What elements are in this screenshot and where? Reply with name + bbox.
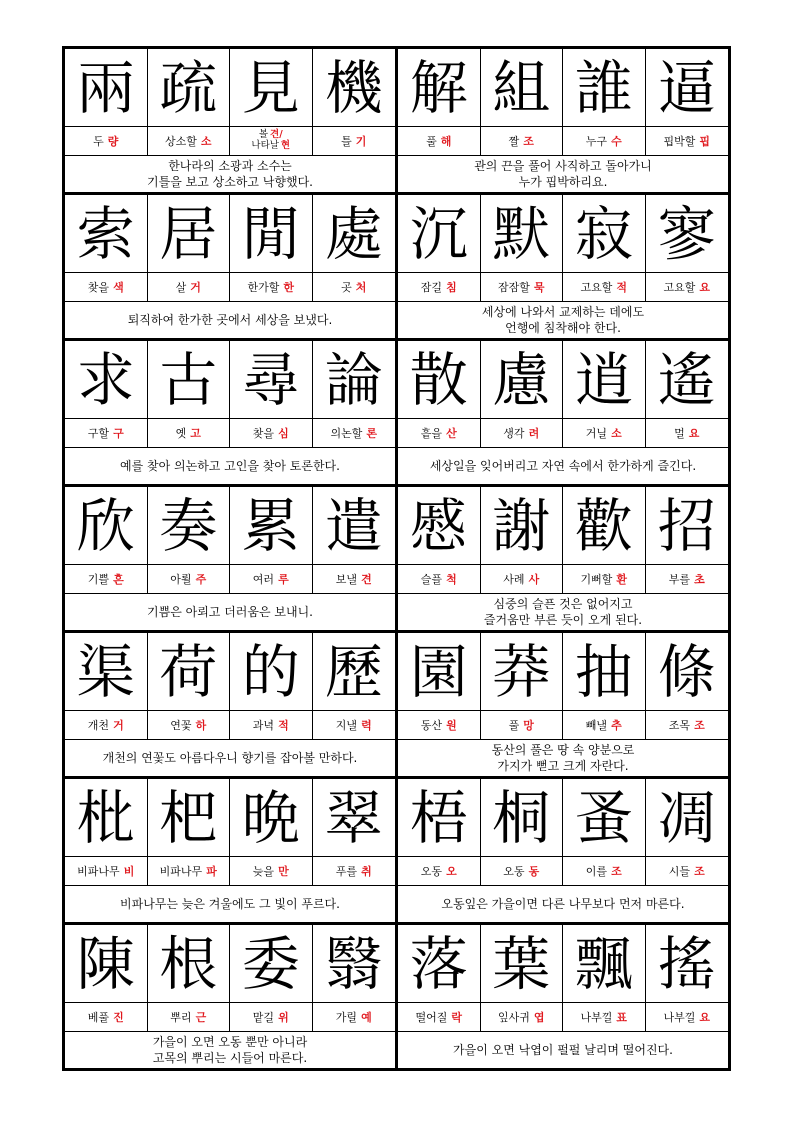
hanja-char: 寥 bbox=[657, 199, 716, 268]
hanja-gloss bbox=[230, 564, 313, 593]
hanja-gloss bbox=[563, 856, 646, 885]
sound-text: 조 bbox=[611, 865, 622, 878]
hanja-char: 抽 bbox=[563, 633, 646, 710]
sound-text: 견/ bbox=[270, 129, 283, 141]
meaning-text: 틀 bbox=[341, 135, 352, 148]
sound-text: 추 bbox=[611, 719, 622, 732]
sound-text: 만 bbox=[278, 865, 289, 878]
sound-text: 심 bbox=[278, 427, 289, 440]
hanja-char: 杷 bbox=[148, 779, 231, 856]
hanja-card bbox=[398, 49, 731, 195]
hanja-gloss bbox=[65, 126, 148, 155]
hanja-card bbox=[65, 49, 398, 195]
hanja-char: 園 bbox=[398, 633, 481, 710]
sentence-line: 개천의 연꽃도 아름다우니 향기를 잡아볼 만하다. bbox=[102, 750, 358, 765]
sound-text: 소 bbox=[200, 135, 212, 148]
card-sentence bbox=[398, 739, 728, 776]
hanja-gloss bbox=[563, 564, 646, 593]
hanja-gloss bbox=[313, 1002, 396, 1031]
sound-text: 거 bbox=[190, 281, 201, 294]
sentence-line: 가지가 뻗고 크게 자란다. bbox=[497, 759, 629, 773]
hanja-gloss bbox=[398, 564, 481, 593]
sentence-line: 예를 찾아 의논하고 고인을 찾아 토론한다. bbox=[120, 458, 340, 473]
card-sentence bbox=[398, 447, 728, 484]
sound-text: 동 bbox=[528, 865, 540, 878]
hanja-char: 晩 bbox=[230, 779, 313, 856]
hanja-char: 論 bbox=[324, 345, 383, 414]
hanja-char: 累 bbox=[230, 487, 313, 564]
sound-text: 원 bbox=[446, 719, 457, 732]
sentence-line: 퇴직하여 한가한 곳에서 세상을 보냈다. bbox=[127, 312, 333, 327]
hanja-char: 莽 bbox=[481, 633, 564, 710]
sound-text: 사 bbox=[528, 573, 540, 586]
sound-text: 환 bbox=[616, 573, 628, 586]
sentence-line: 관의 끈을 풀어 사직하고 돌아가니 bbox=[474, 158, 652, 173]
card-sentence bbox=[398, 1031, 728, 1068]
hanja-char: 荷 bbox=[148, 633, 231, 710]
hanja-char: 謝 bbox=[481, 487, 564, 564]
hanja-gloss bbox=[563, 1002, 646, 1031]
sound-text: 요 bbox=[688, 427, 700, 440]
hanja-char: 組 bbox=[481, 49, 564, 126]
sound-text: 하 bbox=[195, 719, 207, 732]
hanja-gloss bbox=[646, 272, 729, 301]
sound-text: 락 bbox=[451, 1011, 463, 1024]
meaning-text: 구할 bbox=[87, 427, 110, 440]
sound-text: 고 bbox=[190, 427, 201, 440]
hanja-gloss bbox=[563, 272, 646, 301]
hanja-char: 處 bbox=[324, 199, 383, 268]
sentence-line: 즐거움만 부른 듯이 오게 된다. bbox=[483, 613, 643, 627]
meaning-text: 늦을 bbox=[252, 865, 275, 878]
hanja-gloss bbox=[481, 1002, 564, 1031]
hanja-flashcard-sheet bbox=[62, 46, 731, 1071]
hanja-char: 遣 bbox=[324, 491, 383, 560]
meaning-text-2: 나타날 bbox=[251, 140, 279, 151]
meaning-text: 부를 bbox=[668, 573, 691, 586]
meaning-text: 기쁠 bbox=[87, 573, 110, 586]
sentence-line: 비파나무는 늦은 겨울에도 그 빛이 푸르다. bbox=[120, 896, 340, 911]
hanja-gloss bbox=[65, 710, 148, 739]
sentence-line: 오동잎은 가을이면 다른 나무보다 먼저 마른다. bbox=[441, 896, 685, 911]
hanja-gloss bbox=[313, 856, 396, 885]
hanja-gloss bbox=[646, 418, 729, 447]
hanja-card bbox=[65, 633, 398, 779]
meaning-text: 개천 bbox=[87, 719, 110, 732]
sound-text: 표 bbox=[616, 1011, 628, 1024]
sentence-line: 언행에 침착해야 한다. bbox=[505, 321, 621, 335]
hanja-char: 見 bbox=[230, 49, 313, 126]
hanja-card bbox=[398, 341, 731, 487]
hanja-char: 根 bbox=[148, 925, 231, 1002]
meaning-text: 오동 bbox=[420, 865, 443, 878]
meaning-text: 잎사귀 bbox=[497, 1011, 530, 1024]
meaning-text: 고요할 bbox=[580, 281, 613, 294]
sound-text: 적 bbox=[278, 719, 289, 732]
hanja-gloss bbox=[148, 856, 231, 885]
hanja-char: 逍 bbox=[563, 341, 646, 418]
hanja-gloss bbox=[646, 126, 729, 155]
hanja-gloss bbox=[481, 856, 564, 885]
hanja-char: 尋 bbox=[230, 341, 313, 418]
card-sentence bbox=[65, 1031, 395, 1068]
meaning-text: 여러 bbox=[252, 573, 275, 586]
meaning-text: 나부낄 bbox=[663, 1011, 696, 1024]
hanja-gloss bbox=[65, 1002, 148, 1031]
meaning-text: 잠길 bbox=[420, 281, 443, 294]
hanja-char: 慼 bbox=[398, 487, 481, 564]
meaning-text: 찾을 bbox=[252, 427, 275, 440]
hanja-char: 梧 bbox=[398, 779, 481, 856]
hanja-gloss bbox=[563, 418, 646, 447]
sound-text: 근 bbox=[195, 1011, 207, 1024]
sentence-line: 가을이 오면 낙엽이 펄펄 날리며 떨어진다. bbox=[453, 1042, 673, 1057]
hanja-card bbox=[398, 487, 731, 633]
hanja-gloss bbox=[398, 126, 481, 155]
meaning-text: 두 bbox=[93, 135, 104, 148]
hanja-gloss bbox=[481, 710, 564, 739]
meaning-text: 짤 bbox=[508, 135, 520, 148]
sound-text: 거 bbox=[113, 719, 124, 732]
hanja-char: 渠 bbox=[65, 633, 148, 710]
meaning-text: 비파나무 bbox=[77, 865, 120, 878]
hanja-char: 遙 bbox=[657, 345, 716, 414]
meaning-text: 고요할 bbox=[663, 281, 696, 294]
sentence-line: 누가 핍박하리요. bbox=[518, 175, 608, 189]
card-sentence bbox=[65, 885, 395, 922]
hanja-char: 求 bbox=[65, 341, 148, 418]
hanja-gloss bbox=[398, 856, 481, 885]
hanja-gloss-double bbox=[230, 126, 313, 155]
card-sentence bbox=[65, 447, 395, 484]
sound-text-2: 현 bbox=[280, 140, 291, 151]
sound-text: 핍 bbox=[699, 135, 711, 148]
hanja-char: 疏 bbox=[148, 49, 231, 126]
meaning-text: 한가할 bbox=[247, 281, 280, 294]
hanja-char: 葉 bbox=[481, 925, 564, 1002]
meaning-text: 오동 bbox=[503, 865, 525, 878]
hanja-char: 索 bbox=[65, 195, 148, 272]
sound-text: 척 bbox=[446, 573, 457, 586]
hanja-char: 欣 bbox=[65, 487, 148, 564]
hanja-gloss bbox=[230, 856, 313, 885]
hanja-gloss bbox=[148, 418, 231, 447]
hanja-card bbox=[398, 195, 731, 341]
sound-text: 량 bbox=[107, 135, 119, 148]
hanja-gloss bbox=[481, 126, 564, 155]
sound-text: 처 bbox=[355, 281, 367, 294]
hanja-char: 歷 bbox=[324, 637, 383, 706]
hanja-gloss bbox=[313, 710, 396, 739]
hanja-card bbox=[65, 195, 398, 341]
card-sentence bbox=[398, 155, 728, 192]
sentence-line: 동산의 풀은 땅 속 양분으로 bbox=[491, 742, 635, 757]
hanja-char: 蚤 bbox=[563, 779, 646, 856]
hanja-char: 古 bbox=[148, 341, 231, 418]
sound-text: 요 bbox=[699, 281, 711, 294]
sound-text: 취 bbox=[361, 865, 372, 878]
meaning-text: 이를 bbox=[585, 865, 608, 878]
sound-text: 진 bbox=[113, 1011, 124, 1024]
hanja-card bbox=[65, 925, 398, 1071]
meaning-text: 핍박할 bbox=[663, 135, 696, 148]
hanja-gloss bbox=[398, 710, 481, 739]
hanja-gloss bbox=[563, 710, 646, 739]
sound-text: 조 bbox=[523, 135, 534, 148]
meaning-text: 아뢸 bbox=[170, 573, 192, 586]
hanja-char: 逼 bbox=[657, 53, 716, 122]
meaning-text: 거닐 bbox=[585, 427, 608, 440]
hanja-gloss bbox=[313, 126, 396, 155]
card-sentence bbox=[398, 301, 728, 338]
meaning-text: 동산 bbox=[420, 719, 443, 732]
meaning-text: 옛 bbox=[175, 427, 187, 440]
hanja-gloss bbox=[481, 272, 564, 301]
hanja-char: 條 bbox=[657, 637, 716, 706]
hanja-gloss bbox=[230, 418, 313, 447]
hanja-gloss bbox=[313, 418, 396, 447]
sound-text: 오 bbox=[446, 865, 457, 878]
hanja-card bbox=[398, 925, 731, 1071]
hanja-gloss bbox=[313, 272, 396, 301]
hanja-char: 奏 bbox=[148, 487, 231, 564]
meaning-text: 상소할 bbox=[164, 135, 197, 148]
meaning-text: 풀 bbox=[508, 719, 520, 732]
hanja-gloss bbox=[148, 126, 231, 155]
sentence-line: 심중의 슬픈 것은 없어지고 bbox=[493, 596, 633, 611]
sound-text: 흔 bbox=[113, 573, 124, 586]
meaning-text: 생각 bbox=[503, 427, 525, 440]
meaning-text: 빼낼 bbox=[585, 719, 608, 732]
meaning-text: 지낼 bbox=[335, 719, 358, 732]
hanja-gloss bbox=[65, 856, 148, 885]
sound-text: 수 bbox=[611, 135, 622, 148]
hanja-gloss bbox=[65, 418, 148, 447]
sound-text: 요 bbox=[699, 1011, 711, 1024]
meaning-text: 곳 bbox=[341, 281, 352, 294]
sound-text: 기 bbox=[355, 135, 367, 148]
hanja-gloss bbox=[313, 564, 396, 593]
hanja-gloss bbox=[230, 710, 313, 739]
hanja-card bbox=[398, 779, 731, 925]
hanja-char: 招 bbox=[657, 491, 716, 560]
card-sentence bbox=[65, 155, 395, 192]
sound-text: 침 bbox=[446, 281, 457, 294]
meaning-text: 찾을 bbox=[87, 281, 110, 294]
hanja-gloss bbox=[563, 126, 646, 155]
sound-text: 비 bbox=[123, 865, 135, 878]
sound-text: 주 bbox=[195, 573, 207, 586]
hanja-gloss bbox=[398, 272, 481, 301]
hanja-gloss bbox=[646, 564, 729, 593]
hanja-char: 飄 bbox=[563, 925, 646, 1002]
hanja-char: 慮 bbox=[481, 341, 564, 418]
hanja-gloss bbox=[65, 272, 148, 301]
meaning-text: 베풀 bbox=[87, 1011, 110, 1024]
hanja-gloss bbox=[398, 418, 481, 447]
meaning-text: 기뻐할 bbox=[580, 573, 613, 586]
sentence-line: 기쁨은 아뢰고 더러움은 보내니. bbox=[147, 604, 313, 619]
hanja-gloss bbox=[481, 564, 564, 593]
sound-text: 루 bbox=[278, 573, 289, 586]
card-sentence bbox=[65, 739, 395, 776]
sentence-line: 세상에 나와서 교제하는 데에도 bbox=[481, 304, 645, 319]
sound-text: 예 bbox=[361, 1011, 372, 1024]
hanja-gloss bbox=[148, 272, 231, 301]
hanja-char: 寂 bbox=[563, 195, 646, 272]
meaning-text: 맡길 bbox=[252, 1011, 275, 1024]
hanja-gloss bbox=[65, 564, 148, 593]
hanja-char: 閒 bbox=[230, 195, 313, 272]
hanja-card bbox=[65, 779, 398, 925]
meaning-text: 조목 bbox=[668, 719, 691, 732]
hanja-char: 居 bbox=[148, 195, 231, 272]
sound-text: 한 bbox=[283, 281, 295, 294]
meaning-text: 살 bbox=[175, 281, 187, 294]
card-sentence bbox=[398, 885, 728, 922]
card-sentence bbox=[65, 593, 395, 630]
meaning-text: 가릴 bbox=[335, 1011, 358, 1024]
hanja-gloss bbox=[646, 856, 729, 885]
hanja-char: 委 bbox=[230, 925, 313, 1002]
sound-text: 조 bbox=[694, 719, 705, 732]
sound-text: 소 bbox=[611, 427, 622, 440]
hanja-card bbox=[65, 341, 398, 487]
sound-text: 적 bbox=[616, 281, 628, 294]
hanja-gloss bbox=[646, 1002, 729, 1031]
hanja-char: 解 bbox=[398, 49, 481, 126]
meaning-text: 슬플 bbox=[420, 573, 443, 586]
sound-text: 묵 bbox=[533, 281, 545, 294]
sound-text: 위 bbox=[278, 1011, 289, 1024]
meaning-text: 볼 bbox=[258, 129, 269, 141]
meaning-text: 흩을 bbox=[420, 427, 443, 440]
meaning-text: 사례 bbox=[503, 573, 525, 586]
hanja-gloss bbox=[646, 710, 729, 739]
sentence-line: 가을이 오면 오동 뿐만 아니라 bbox=[152, 1034, 308, 1049]
sentence-line: 고목의 뿌리는 시들어 마른다. bbox=[152, 1051, 308, 1065]
hanja-char: 默 bbox=[481, 195, 564, 272]
sound-text: 려 bbox=[528, 427, 540, 440]
sound-text: 엽 bbox=[533, 1011, 545, 1024]
card-sentence bbox=[398, 593, 728, 630]
meaning-text: 풀 bbox=[426, 135, 437, 148]
hanja-char: 機 bbox=[324, 53, 383, 122]
hanja-card bbox=[65, 487, 398, 633]
meaning-text: 멀 bbox=[674, 427, 685, 440]
hanja-char: 誰 bbox=[563, 49, 646, 126]
sound-text: 견 bbox=[361, 573, 372, 586]
meaning-text: 비파나무 bbox=[159, 865, 203, 878]
hanja-char: 的 bbox=[230, 633, 313, 710]
hanja-gloss bbox=[230, 1002, 313, 1031]
hanja-char: 兩 bbox=[65, 49, 148, 126]
sound-text: 파 bbox=[206, 865, 217, 878]
hanja-char: 散 bbox=[398, 341, 481, 418]
meaning-text: 나부낄 bbox=[580, 1011, 613, 1024]
meaning-text: 의논할 bbox=[330, 427, 363, 440]
card-sentence bbox=[65, 301, 395, 338]
meaning-text: 보낼 bbox=[335, 573, 358, 586]
sound-text: 색 bbox=[113, 281, 124, 294]
meaning-text: 누구 bbox=[585, 135, 608, 148]
sound-text: 망 bbox=[523, 719, 534, 732]
hanja-char: 凋 bbox=[657, 783, 716, 852]
hanja-char: 枇 bbox=[65, 779, 148, 856]
sentence-line: 기틀을 보고 상소하고 낙향했다. bbox=[147, 175, 313, 189]
hanja-char: 桐 bbox=[481, 779, 564, 856]
meaning-text: 뿌리 bbox=[170, 1011, 192, 1024]
meaning-text: 푸를 bbox=[335, 865, 358, 878]
sound-text: 해 bbox=[440, 135, 452, 148]
hanja-gloss bbox=[148, 710, 231, 739]
meaning-text: 잠잠할 bbox=[497, 281, 530, 294]
sound-text: 론 bbox=[366, 427, 378, 440]
sound-text: 산 bbox=[446, 427, 457, 440]
sound-text: 조 bbox=[694, 865, 705, 878]
hanja-gloss bbox=[230, 272, 313, 301]
hanja-gloss bbox=[398, 1002, 481, 1031]
meaning-text: 시들 bbox=[668, 865, 691, 878]
meaning-text: 떨어질 bbox=[415, 1011, 448, 1024]
hanja-gloss bbox=[148, 1002, 231, 1031]
hanja-char: 陳 bbox=[65, 925, 148, 1002]
hanja-char: 翠 bbox=[324, 783, 383, 852]
hanja-gloss bbox=[481, 418, 564, 447]
sentence-line: 한나라의 소광과 소수는 bbox=[168, 158, 292, 173]
hanja-char: 歡 bbox=[563, 487, 646, 564]
meaning-text: 연꽃 bbox=[170, 719, 192, 732]
sound-text: 초 bbox=[694, 573, 705, 586]
sound-text: 구 bbox=[113, 427, 124, 440]
hanja-char: 搖 bbox=[657, 929, 716, 998]
hanja-card bbox=[398, 633, 731, 779]
hanja-char: 翳 bbox=[324, 929, 383, 998]
hanja-char: 落 bbox=[398, 925, 481, 1002]
hanja-char: 沉 bbox=[398, 195, 481, 272]
meaning-text: 과녁 bbox=[252, 719, 275, 732]
hanja-gloss bbox=[148, 564, 231, 593]
sound-text: 력 bbox=[361, 719, 372, 732]
sentence-line: 세상일을 잊어버리고 자연 속에서 한가하게 즐긴다. bbox=[429, 458, 697, 473]
